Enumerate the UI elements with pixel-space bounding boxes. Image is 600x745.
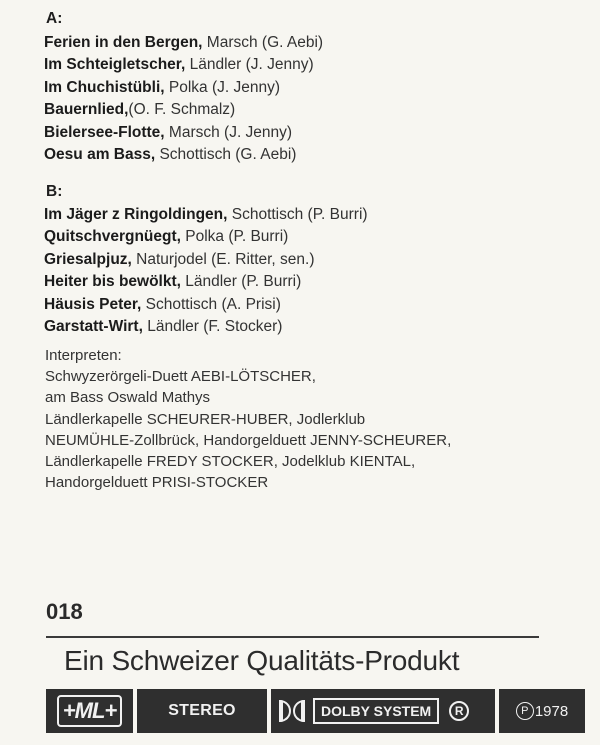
track-title: Häusis Peter, — [44, 295, 142, 313]
track-item — [44, 226, 368, 248]
copyright-year-badge — [499, 689, 585, 733]
track-title: Griesalpjuz, — [44, 250, 132, 268]
stereo-badge — [137, 689, 267, 733]
dolby-double-d-icon — [279, 700, 305, 722]
track-item — [44, 54, 323, 76]
side-a-heading: A: — [46, 10, 63, 27]
copyright-year: 1978 — [534, 702, 569, 720]
performer-line: Ländlerkapelle SCHEURER-HUBER, Jodlerklub — [45, 410, 366, 428]
performer-line: Handorgelduett PRISI-STOCKER — [45, 474, 269, 492]
track-item — [44, 99, 323, 121]
track-title: Bielersee-Flotte, — [44, 123, 165, 141]
performers-block — [45, 345, 565, 493]
track-item — [44, 32, 323, 54]
track-description: Ländler (J. Jenny) — [185, 56, 314, 74]
performer-line: Schwyzerörgeli-Duett AEBI-LÖTSCHER, — [45, 368, 316, 386]
track-description: Schottisch (G. Aebi) — [155, 145, 297, 163]
track-description: Naturjodel (E. Ritter, sen.) — [131, 250, 315, 268]
track-title: Heiter bis bewölkt, — [44, 273, 181, 291]
badge-strip — [46, 689, 569, 733]
track-description: (O. F. Schmalz) — [128, 101, 236, 119]
track-description: Marsch (J. Jenny) — [164, 123, 293, 141]
tagline: Ein Schweizer Qualitäts-Produkt — [64, 645, 460, 676]
track-title: Im Jäger z Ringoldingen, — [44, 206, 228, 223]
track-description: Schottisch (A. Prisi) — [141, 295, 281, 313]
track-description: Ländler (F. Stocker) — [142, 317, 283, 335]
track-description: Polka (P. Burri) — [180, 228, 289, 246]
label-logo: +ML+ — [57, 695, 122, 727]
side-b-heading: B: — [46, 183, 63, 200]
track-description: Marsch (G. Aebi) — [202, 34, 324, 51]
track-title: Ferien in den Bergen, — [44, 34, 203, 51]
side-a-tracklist — [44, 32, 323, 166]
track-description: Ländler (P. Burri) — [180, 273, 302, 291]
track-item — [44, 294, 368, 316]
track-title: Garstatt-Wirt, — [44, 317, 143, 335]
track-title: Im Chuchistübli, — [44, 78, 165, 96]
divider — [46, 636, 539, 638]
track-title: Oesu am Bass, — [44, 145, 156, 163]
dolby-label: DOLBY SYSTEM — [313, 698, 439, 724]
performers-heading: Interpreten: — [45, 347, 122, 364]
track-item — [44, 144, 323, 166]
registered-icon: R — [449, 701, 469, 721]
phonogram-icon: P — [516, 702, 534, 720]
catalog-number: 018 — [46, 599, 83, 624]
track-title: Bauernlied, — [44, 101, 129, 119]
track-item — [44, 316, 368, 338]
track-description: Schottisch (P. Burri) — [227, 206, 368, 223]
performer-line: NEUMÜHLE-Zollbrück, Handorgelduett JENNY-SCHEURER, — [45, 431, 452, 449]
track-item — [44, 77, 323, 99]
dolby-badge — [271, 689, 495, 733]
performer-line: Ländlerkapelle FREDY STOCKER, Jodelklub KIENTAL, — [45, 453, 416, 471]
label-logo-badge — [46, 689, 133, 733]
track-item — [44, 249, 368, 271]
track-title: Im Schteigletscher, — [44, 56, 186, 74]
performer-line: am Bass Oswald Mathys — [45, 389, 211, 407]
side-b-tracklist — [44, 204, 368, 338]
track-item — [44, 122, 323, 144]
track-description: Polka (J. Jenny) — [164, 78, 280, 96]
stereo-label: STEREO — [168, 702, 236, 719]
track-item — [44, 204, 368, 226]
track-title: Quitschvergnüegt, — [44, 228, 181, 246]
track-item — [44, 271, 368, 293]
